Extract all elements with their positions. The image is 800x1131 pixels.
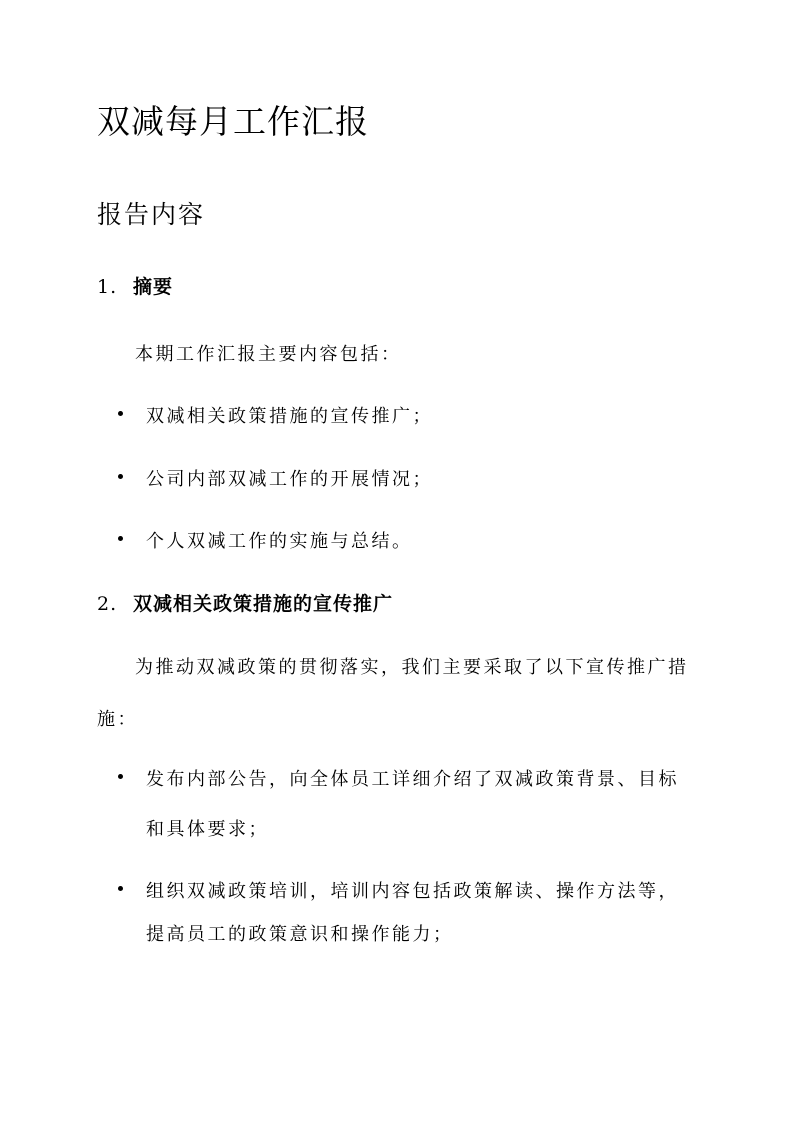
list-item-text: 个人双减工作的实施与总结。 [146,531,413,552]
section-title-report-content: 报告内容 [97,200,206,229]
list-item-text-line-2: 提高员工的政策意识和操作能力； [146,924,454,945]
page-title: 双减每月工作汇报 [97,102,369,141]
policy-intro-line-2: 施： [97,709,138,730]
list-item-text: 双减相关政策措施的宣传推广； [146,406,433,427]
list-item-text: 公司内部双减工作的开展情况； [146,469,433,490]
section-heading-text: 摘要 [133,276,174,298]
bullet-dot-icon [118,474,123,479]
bullet-dot-icon [118,886,123,891]
section-heading-policy-promotion [97,589,393,616]
list-item-text-line-1: 组织双减政策培训，培训内容包括政策解读、操作方法等， [146,881,679,902]
summary-intro: 本期工作汇报主要内容包括： [135,344,402,365]
section-number: 1. [97,276,118,298]
list-item-text-line-2: 和具体要求； [146,819,269,840]
bullet-dot-icon [118,774,123,779]
policy-intro-line-1: 为推动双减政策的贯彻落实，我们主要采取了以下宣传推广措 [135,657,689,678]
section-number: 2. [97,593,118,615]
list-item-text-line-1: 发布内部公告，向全体员工详细介绍了双减政策背景、目标 [146,769,679,790]
section-heading-summary [97,272,173,299]
section-heading-text: 双减相关政策措施的宣传推广 [133,593,394,615]
bullet-dot-icon [118,536,123,541]
bullet-dot-icon [118,411,123,416]
